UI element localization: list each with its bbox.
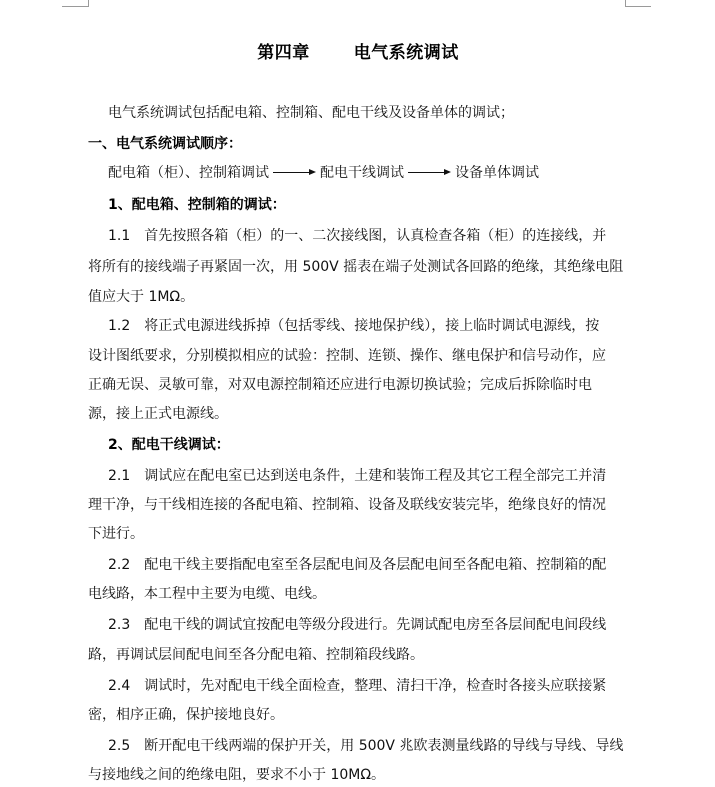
paragraph-line: 电线路，本工程中主要为电缆、电线。	[88, 586, 326, 602]
right-arrow-icon	[408, 169, 451, 175]
margin-mark	[625, 0, 626, 7]
paragraph-line: 1.2 将正式电源进线拆掉（包括零线、接地保护线），接上临时调试电源线，按	[108, 318, 600, 334]
section-heading-2: 2、配电干线调试：	[108, 437, 230, 453]
paragraph-line: 2.4 调试时，先对配电干线全面检查，整理、清扫干净，检查时各接头应联接紧	[108, 678, 607, 694]
flow-step-3: 设备单体调试	[455, 165, 539, 181]
margin-mark	[88, 0, 89, 7]
margin-mark	[625, 6, 651, 7]
paragraph-line: 与接地线之间的绝缘电阻，要求不小于 10MΩ。	[88, 767, 386, 783]
paragraph-line: 2.5 断开配电干线两端的保护开关，用 500V 兆欧表测量线路的导线与导线、导线	[108, 738, 624, 754]
flow-step-2: 配电干线调试	[320, 165, 404, 181]
chapter-name: 电气系统调试	[353, 43, 459, 63]
paragraph-line: 正确无误、灵敏可靠，对双电源控制箱还应进行电源切换试验；完成后拆除临时电	[88, 377, 592, 393]
paragraph-line: 源，接上正式电源线。	[88, 406, 228, 422]
paragraph-line: 下进行。	[88, 526, 144, 542]
paragraph-line: 将所有的接线端子再紧固一次，用 500V 摇表在端子处测试各回路的绝缘，其绝缘电阻	[88, 259, 624, 275]
paragraph-line: 理干净，与干线相连接的各配电箱、控制箱、设备及联线安装完毕，绝缘良好的情况	[88, 497, 606, 513]
section-heading-sequence: 一、电气系统调试顺序：	[88, 136, 242, 152]
paragraph-line: 密，相序正确，保护接地良好。	[88, 707, 284, 723]
section-heading-1: 1、配电箱、控制箱的调试：	[108, 197, 286, 213]
paragraph-line: 2.2 配电干线主要指配电室至各层配电间及各层配电间至各配电箱、控制箱的配	[108, 557, 607, 573]
paragraph-line: 1.1 首先按照各箱（柜）的一、二次接线图，认真检查各箱（柜）的连接线，并	[108, 228, 607, 244]
paragraph-line: 2.3 配电干线的调试宜按配电等级分段进行。先调试配电房至各层间配电间段线	[108, 617, 607, 633]
paragraph-line: 值应大于 1MΩ。	[88, 289, 195, 305]
intro-paragraph: 电气系统调试包括配电箱、控制箱、配电干线及设备单体的调试；	[108, 105, 514, 121]
sequence-flow	[108, 162, 539, 182]
right-arrow-icon	[273, 169, 316, 175]
margin-mark	[62, 6, 88, 7]
chapter-title	[88, 38, 628, 63]
paragraph-line: 路，再调试层间配电间至各分配电箱、控制箱段线路。	[88, 647, 424, 663]
paragraph-line: 2.1 调试应在配电室已达到送电条件，土建和装饰工程及其它工程全部完工并清	[108, 468, 607, 484]
paragraph-line: 设计图纸要求，分别模拟相应的试验：控制、连锁、操作、继电保护和信号动作，应	[88, 348, 606, 364]
flow-step-1: 配电箱（柜）、控制箱调试	[108, 165, 269, 181]
chapter-number: 第四章	[257, 43, 310, 63]
